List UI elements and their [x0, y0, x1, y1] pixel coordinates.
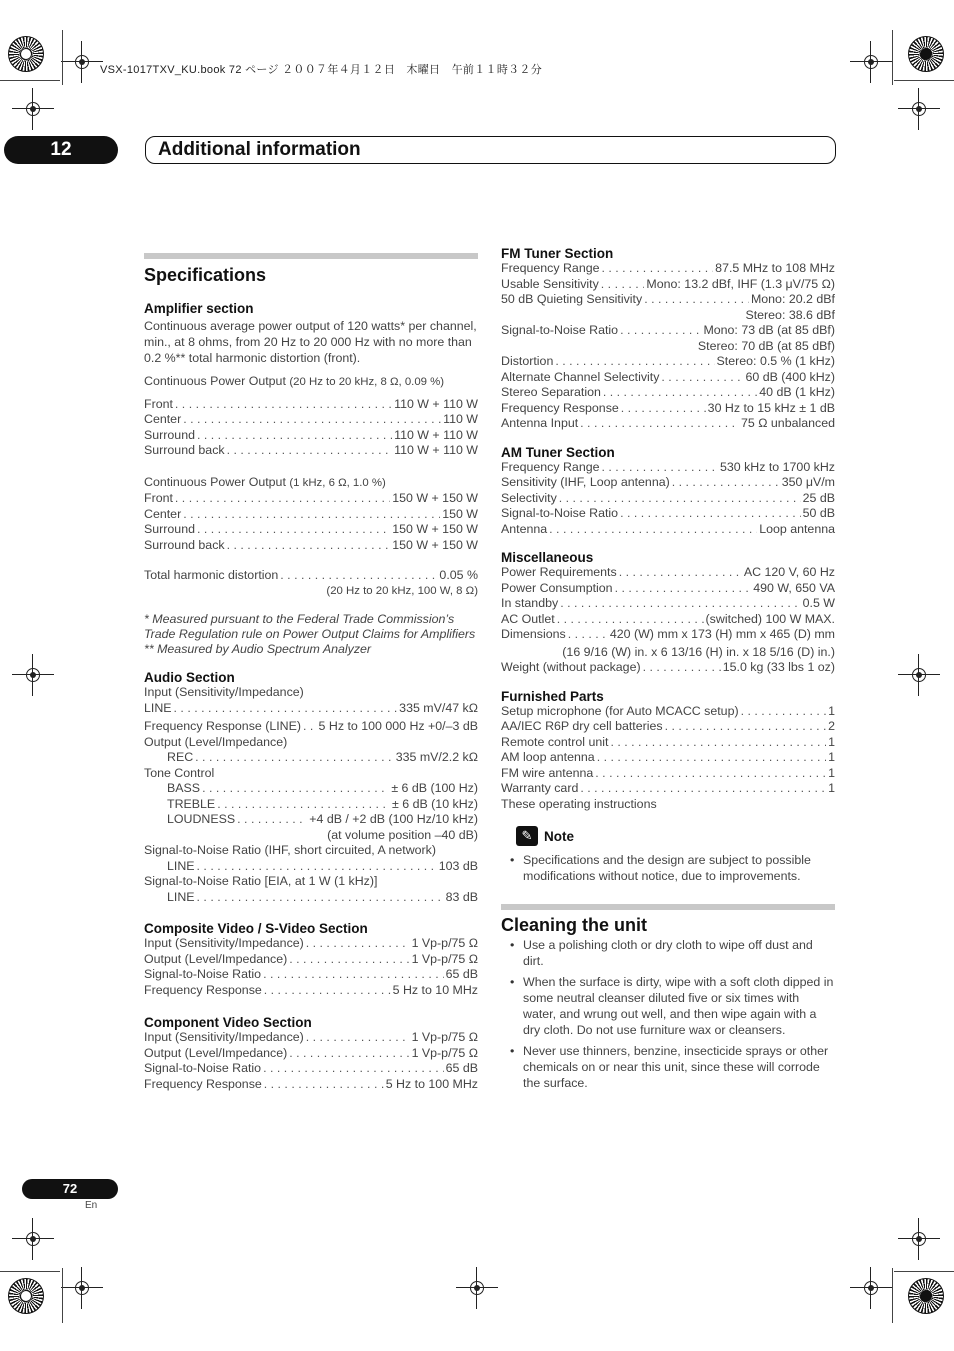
crosshair-mark-right-bottom [908, 1228, 930, 1250]
spec-value: AC 120 V, 60 Hz [743, 565, 835, 579]
cleaning-item: • When the surface is dirty, wipe with a soft cloth dipped in some neutral cleanser diluted five or six times with water, and wrung out well, and then wipe again with a dry cloth. Do not use furniture wax or cleansers. [501, 974, 835, 1038]
cpo1-condition: (20 Hz to 20 kHz, 8 Ω, 0.09 %) [289, 376, 445, 388]
spec-key: Stereo Separation [501, 385, 601, 399]
spec-row [144, 538, 478, 554]
spec-key: Center [144, 506, 182, 521]
fm-snr-row [501, 323, 835, 339]
spec-row [144, 967, 478, 983]
spec-value: 65 dB [445, 967, 478, 981]
spec-key: Signal-to-Noise Ratio [144, 967, 262, 981]
spec-value: 40 dB (1 kHz) [759, 385, 835, 399]
crosshair-mark-top-center-right [860, 51, 882, 73]
audio-tone-label: Tone Control [144, 765, 215, 780]
cpo2-spec-list [144, 491, 478, 553]
fm-freq-row [501, 261, 835, 277]
misc-spec-list [501, 565, 835, 627]
section-divider-bar [144, 253, 478, 259]
spec-value: (switched) 100 W MAX. [705, 611, 835, 626]
am-tuner-heading: AM Tuner Section [501, 444, 615, 460]
spec-key: LINE [167, 858, 195, 873]
spec-value: Stereo: 0.5 % (1 kHz) [716, 354, 835, 368]
spec-value: 420 (W) mm x 173 (H) mm x 465 (D) mm [609, 627, 835, 641]
spec-value: 1 [828, 734, 835, 749]
spec-value: Loop antenna [759, 521, 835, 536]
spec-row [501, 522, 835, 538]
spec-row [144, 1077, 478, 1093]
cpo1-label-text: Continuous Power Output [144, 374, 286, 388]
cpo2-label-text: Continuous Power Output [144, 474, 286, 489]
spec-key: Antenna Input [501, 416, 579, 430]
spec-row [501, 385, 835, 401]
spec-key: Surround back [144, 537, 225, 552]
page-number: 72 [22, 1179, 118, 1199]
misc-weight-row [501, 660, 835, 676]
spec-key: Output (Level/Impedance) [144, 951, 288, 966]
furnished-parts-heading: Furnished Parts [501, 688, 604, 704]
spec-key: Center [144, 412, 182, 426]
spec-row [501, 491, 835, 507]
right-column [501, 246, 835, 1091]
audio-input-label: Input (Sensitivity/Impedance) [144, 685, 304, 699]
cpo1-label [144, 374, 478, 391]
spec-row [501, 750, 835, 766]
cleaning-item: • Use a polishing cloth or dry cloth to wipe off dust and dirt. [501, 937, 835, 969]
cpo1-spec-list [144, 397, 478, 459]
page-language: En [85, 1200, 98, 1211]
spec-key: Frequency Range [501, 459, 600, 474]
spec-value: 530 kHz to 1700 kHz [719, 459, 835, 474]
spec-value: 1 Vp-p/75 Ω [411, 1045, 478, 1060]
specifications-title: Specifications [144, 265, 267, 285]
crosshair-mark-left-bottom [22, 1228, 44, 1250]
audio-snr2-row [144, 890, 478, 906]
fm-spec-list [501, 354, 835, 432]
spec-row [501, 506, 835, 522]
fm-quieting-row [501, 292, 835, 308]
chapter-number-badge: 12 [4, 136, 118, 164]
spec-key: Front [144, 396, 173, 411]
spec-row [501, 704, 835, 720]
spec-value: 150 W + 150 W [392, 491, 478, 505]
spec-row [501, 370, 835, 386]
spec-value: 1 Vp-p/75 Ω [411, 951, 478, 966]
registration-rosette-bottom-right [908, 1278, 944, 1314]
spec-key: Signal-to-Noise Ratio [501, 506, 619, 520]
spec-value: 5 Hz to 100 000 Hz +0/–3 dB [318, 719, 478, 733]
furnished-last-item: These operating instructions [501, 796, 657, 811]
spec-key: Input (Sensitivity/Impedance) [144, 1030, 304, 1044]
spec-value: 490 W, 650 VA [753, 580, 835, 595]
crop-line [62, 30, 63, 85]
audio-rec-row [144, 750, 478, 766]
spec-key: Distortion [501, 354, 554, 368]
spec-key: REC [167, 750, 194, 764]
spec-key: LINE [167, 889, 195, 904]
crosshair-mark-right-top [908, 98, 930, 120]
am-spec-list [501, 460, 835, 538]
spec-row [144, 491, 478, 507]
crosshair-mark-left-top [22, 98, 44, 120]
spec-value: 103 dB [438, 858, 478, 873]
spec-value: 150 W [442, 506, 478, 521]
spec-row [501, 416, 835, 432]
registration-rosette-top-right [908, 36, 944, 72]
spec-key: LOUDNESS [167, 812, 236, 826]
spec-key: Usable Sensitivity [501, 276, 599, 291]
spec-key: In standby [501, 596, 559, 610]
crop-line [0, 80, 60, 81]
spec-value: 1 [828, 703, 835, 718]
spec-key: Frequency Range [501, 261, 600, 275]
spec-value: 150 W + 150 W [392, 537, 478, 552]
fm-usable-row [501, 277, 835, 293]
spec-value: 25 dB [802, 490, 835, 505]
spec-key: BASS [167, 781, 201, 795]
spec-key: Signal-to-Noise Ratio [501, 323, 619, 337]
misc-dimensions-inches: (16 9/16 (W) in. x 6 13/16 (H) in. x 18 5/16 (D) in.) [562, 644, 835, 659]
spec-value: +4 dB / +2 dB (100 Hz/10 kHz) [309, 812, 478, 826]
spec-row [501, 401, 835, 417]
spec-key: Signal-to-Noise Ratio [144, 1061, 262, 1075]
spec-key: Surround [144, 427, 195, 442]
spec-value: 50 dB [802, 506, 835, 520]
spec-row [144, 983, 478, 999]
spec-key: Total harmonic distortion [144, 568, 279, 582]
spec-key: LINE [144, 700, 172, 715]
spec-value: 2 [828, 719, 835, 733]
spec-key: Sensitivity (IHF, Loop antenna) [501, 475, 670, 489]
spec-row [501, 354, 835, 370]
spec-row [501, 581, 835, 597]
spec-key: Front [144, 491, 173, 505]
spec-value: 335 mV/47 kΩ [399, 700, 478, 715]
spec-row [144, 1046, 478, 1062]
note-label: Note [544, 828, 574, 844]
audio-heading: Audio Section [144, 670, 235, 685]
spec-value: 0.5 W [802, 596, 835, 610]
spec-value: ± 6 dB (10 kHz) [392, 796, 478, 811]
audio-snr1-row [144, 859, 478, 875]
note-list [501, 852, 835, 884]
audio-bass-row [144, 781, 478, 797]
spec-value: 87.5 MHz to 108 MHz [715, 261, 835, 275]
amplifier-intro: Continuous average power output of 120 watts* per channel, min., at 8 ohms, from 20 Hz to 20 000 Hz with no more than 0.2 %** total harmonic distortion (front). [144, 319, 477, 365]
spec-value: 110 W [443, 412, 478, 426]
spec-row [501, 612, 835, 628]
spec-row [501, 781, 835, 797]
spec-row [144, 1030, 478, 1046]
crop-line [892, 30, 893, 85]
spec-key: Input (Sensitivity/Impedance) [144, 936, 304, 950]
spec-value: 335 mV/2.2 kΩ [395, 750, 478, 764]
spec-value: 0.05 % [439, 568, 478, 582]
left-column [144, 253, 478, 1092]
spec-value: 5 Hz to 10 MHz [392, 982, 478, 997]
spec-value: 5 Hz to 100 MHz [385, 1076, 478, 1091]
cpo2-label [144, 475, 478, 492]
component-spec-list [144, 1030, 478, 1092]
spec-row [501, 766, 835, 782]
audio-snr1-label: Signal-to-Noise Ratio (IHF, short circuited, A network) [144, 843, 436, 857]
spec-row [144, 428, 478, 444]
spec-key: Frequency Response (LINE) [144, 719, 302, 733]
crop-line [894, 80, 954, 81]
spec-row [501, 565, 835, 581]
spec-value: 15.0 kg (33 lbs 1 oz) [722, 660, 835, 674]
audio-loudness-condition: (at volume position –40 dB) [327, 827, 478, 842]
spec-key: Remote control unit [501, 734, 609, 749]
spec-key: AA/IEC R6P dry cell batteries [501, 719, 663, 733]
spec-row [144, 412, 478, 428]
registration-rosette-top-left [8, 36, 44, 72]
spec-value: Mono: 20.2 dBf [750, 292, 835, 306]
spec-key: Frequency Response [501, 400, 619, 415]
crosshair-mark-right-middle [908, 664, 930, 686]
spec-value: 1 Vp-p/75 Ω [411, 936, 478, 950]
note-pencil-icon: ✎ [516, 826, 538, 846]
registration-rosette-bottom-left [8, 1278, 44, 1314]
spec-value: Mono: 13.2 dBf, IHF (1.3 μV/75 Ω) [646, 276, 835, 291]
spec-value: 1 [828, 781, 835, 795]
footnote-ftc: * Measured pursuant to the Federal Trade Commission’s Trade Regulation rule on Power Output Claims for Amplifiers [144, 612, 476, 641]
fm-tuner-heading: FM Tuner Section [501, 246, 614, 261]
spec-key: Setup microphone (for Auto MCACC setup) [501, 703, 739, 718]
spec-key: Dimensions [501, 627, 566, 641]
spec-value: 110 W + 110 W [394, 427, 478, 442]
book-file-header: VSX-1017TXV_KU.book 72 ページ ２００７年４月１２日 木曜日 午前１１時３２分 [100, 64, 543, 76]
composite-video-heading: Composite Video / S-Video Section [144, 921, 368, 936]
spec-value: 65 dB [445, 1061, 478, 1075]
audio-output-label: Output (Level/Impedance) [144, 734, 288, 749]
thd-row [144, 568, 478, 584]
section-divider-bar [501, 904, 835, 910]
cpo2-condition: (1 kHz, 6 Ω, 1.0 %) [289, 476, 386, 489]
spec-value: 150 W + 150 W [392, 522, 478, 536]
cleaning-title: Cleaning the unit [501, 915, 647, 935]
spec-key: Frequency Response [144, 1076, 262, 1091]
thd-condition: (20 Hz to 20 kHz, 100 W, 8 Ω) [326, 584, 478, 597]
crosshair-mark-bottom-center [466, 1277, 488, 1299]
audio-treble-row [144, 797, 478, 813]
spec-row [144, 522, 478, 538]
misc-dimensions-row [501, 627, 835, 643]
miscellaneous-heading: Miscellaneous [501, 550, 594, 565]
crop-line [0, 1271, 60, 1272]
spec-row [144, 952, 478, 968]
spec-key: AM loop antenna [501, 750, 595, 764]
note-header [501, 826, 835, 846]
component-video-heading: Component Video Section [144, 1015, 312, 1030]
spec-value: ± 6 dB (100 Hz) [391, 781, 478, 795]
footnote-analyzer: ** Measured by Audio Spectrum Analyzer [144, 642, 372, 656]
spec-value: 30 Hz to 15 kHz ± 1 dB [707, 400, 835, 415]
spec-row [501, 596, 835, 612]
spec-key: Surround back [144, 443, 225, 457]
spec-key: Warranty card [501, 781, 579, 795]
cleaning-item: • Never use thinners, benzine, insecticide sprays or other chemicals on or near this unit, since these will corrode the surface. [501, 1043, 835, 1091]
audio-loudness-row [144, 812, 478, 828]
spec-row [144, 397, 478, 413]
spec-row [144, 507, 478, 523]
spec-key: Power Consumption [501, 580, 613, 595]
spec-key: 50 dB Quieting Sensitivity [501, 292, 643, 306]
spec-key: Antenna [501, 521, 548, 536]
spec-value: 1 [828, 765, 835, 780]
spec-row [501, 719, 835, 735]
audio-freq-row [144, 719, 478, 735]
crop-line [62, 1268, 63, 1323]
spec-value: 350 μV/m [781, 475, 835, 489]
spec-key: Output (Level/Impedance) [144, 1045, 288, 1060]
spec-row [501, 460, 835, 476]
chapter-title: Additional information [145, 136, 836, 164]
fm-snr-stereo: Stereo: 70 dB (at 85 dBf) [697, 338, 835, 353]
spec-key: Power Requirements [501, 565, 617, 579]
audio-line-row [144, 701, 478, 717]
furnished-parts-list [501, 704, 835, 797]
composite-spec-list [144, 936, 478, 998]
spec-value: 75 Ω unbalanced [740, 416, 835, 430]
spec-key: Frequency Response [144, 982, 262, 997]
spec-key: Selectivity [501, 490, 557, 505]
spec-value: 110 W + 110 W [394, 396, 478, 411]
spec-value: 1 [828, 750, 835, 764]
cleaning-list [501, 937, 835, 1091]
crop-line [892, 1268, 893, 1323]
crosshair-mark-left-middle [22, 664, 44, 686]
note-item: • Specifications and the design are subject to possible modifications without notice, due to improvements. [501, 852, 835, 884]
spec-row [501, 475, 835, 491]
spec-value: 60 dB (400 kHz) [745, 369, 835, 384]
spec-row [144, 443, 478, 459]
fm-quieting-stereo: Stereo: 38.6 dBf [745, 307, 835, 322]
spec-key: AC Outlet [501, 611, 555, 626]
spec-key: TREBLE [167, 796, 216, 811]
spec-key: FM wire antenna [501, 765, 594, 780]
spec-row [144, 1061, 478, 1077]
spec-key: Weight (without package) [501, 660, 641, 674]
spec-row [144, 936, 478, 952]
crosshair-mark-top-center-left [71, 51, 93, 73]
spec-key: Surround [144, 522, 195, 536]
spec-key: Alternate Channel Selectivity [501, 369, 660, 384]
spec-value: 110 W + 110 W [394, 443, 478, 457]
crop-line [894, 1271, 954, 1272]
spec-value: Mono: 73 dB (at 85 dBf) [703, 323, 835, 337]
spec-value: 1 Vp-p/75 Ω [411, 1030, 478, 1044]
spec-value: 83 dB [445, 889, 478, 904]
crosshair-mark-bottom-right [860, 1277, 882, 1299]
amplifier-heading: Amplifier section [144, 301, 254, 316]
spec-row [501, 735, 835, 751]
crosshair-mark-bottom-left [71, 1277, 93, 1299]
audio-snr2-label: Signal-to-Noise Ratio [EIA, at 1 W (1 kHz)] [144, 874, 378, 888]
